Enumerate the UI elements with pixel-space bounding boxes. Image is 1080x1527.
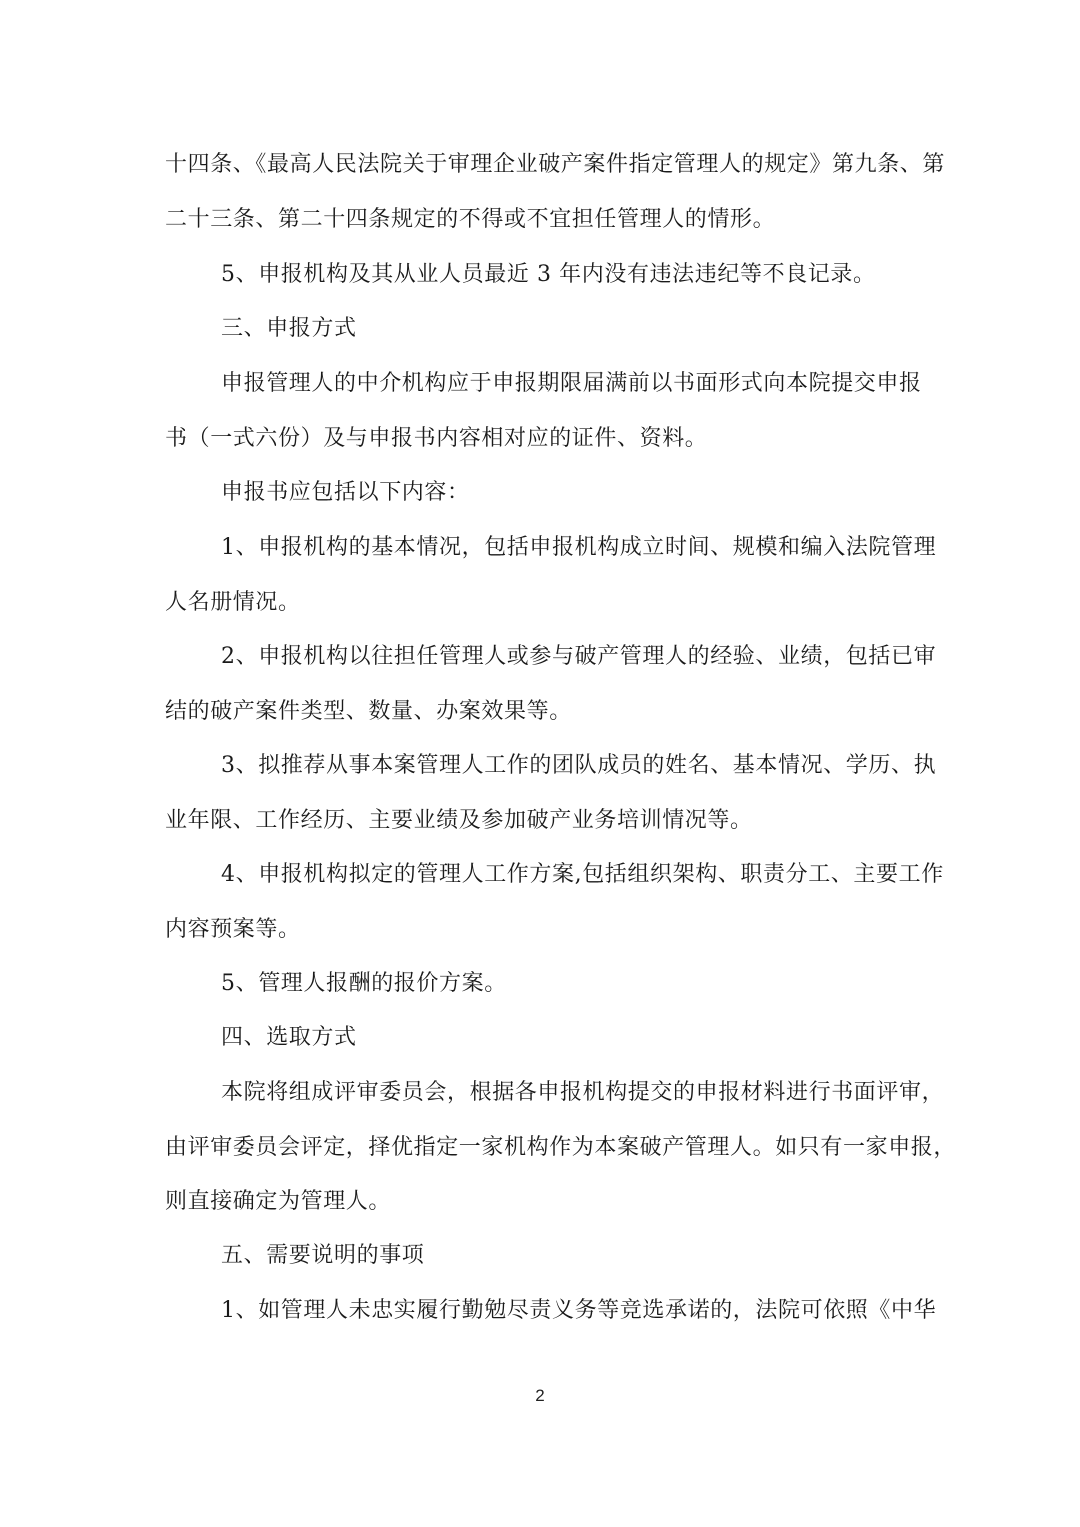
text-line: 业年限、工作经历、主要业绩及参加破产业务培训情况等。 xyxy=(165,808,753,833)
text-line: 由评审委员会评定，择优指定一家机构作为本案破产管理人。如只有一家申报， xyxy=(165,1135,957,1160)
section-heading: 五、需要说明的事项 xyxy=(221,1243,425,1268)
text-line: 人名册情况。 xyxy=(165,590,301,615)
section-heading: 三、申报方式 xyxy=(221,316,357,341)
text-line: 申报书应包括以下内容： xyxy=(221,480,470,505)
text-line: 1、申报机构的基本情况，包括申报机构成立时间、规模和编入法院管理 xyxy=(221,535,937,560)
text-line: 申报管理人的中介机构应于申报期限届满前以书面形式向本院提交申报 xyxy=(221,371,922,396)
text-line: 5、申报机构及其从业人员最近 3 年内没有违法违纪等不良记录。 xyxy=(221,262,876,287)
text-line: 4、申报机构拟定的管理人工作方案,包括组织架构、职责分工、主要工作 xyxy=(221,862,944,887)
text-line: 3、拟推荐从事本案管理人工作的团队成员的姓名、基本情况、学历、执 xyxy=(221,753,937,778)
text-line: 则直接确定为管理人。 xyxy=(165,1189,392,1214)
text-line: 结的破产案件类型、数量、办案效果等。 xyxy=(165,699,572,724)
text-line: 内容预案等。 xyxy=(165,917,301,942)
text-line: 本院将组成评审委员会，根据各申报机构提交的申报材料进行书面评审， xyxy=(221,1080,945,1105)
text-line: 5、管理人报酬的报价方案。 xyxy=(221,971,507,996)
section-heading: 四、选取方式 xyxy=(221,1025,357,1050)
text-line: 书（一式六份）及与申报书内容相对应的证件、资料。 xyxy=(165,426,708,451)
text-line: 二十三条、第二十四条规定的不得或不宜担任管理人的情形。 xyxy=(165,207,776,232)
text-line: 1、如管理人未忠实履行勤勉尽责义务等竞选承诺的，法院可依照《中华 xyxy=(221,1298,937,1323)
page-number: 2 xyxy=(535,1386,545,1405)
text-line: 十四条、《最高人民法院关于审理企业破产案件指定管理人的规定》第九条、第 xyxy=(165,152,946,177)
text-line: 2、申报机构以往担任管理人或参与破产管理人的经验、业绩，包括已审 xyxy=(221,644,937,669)
